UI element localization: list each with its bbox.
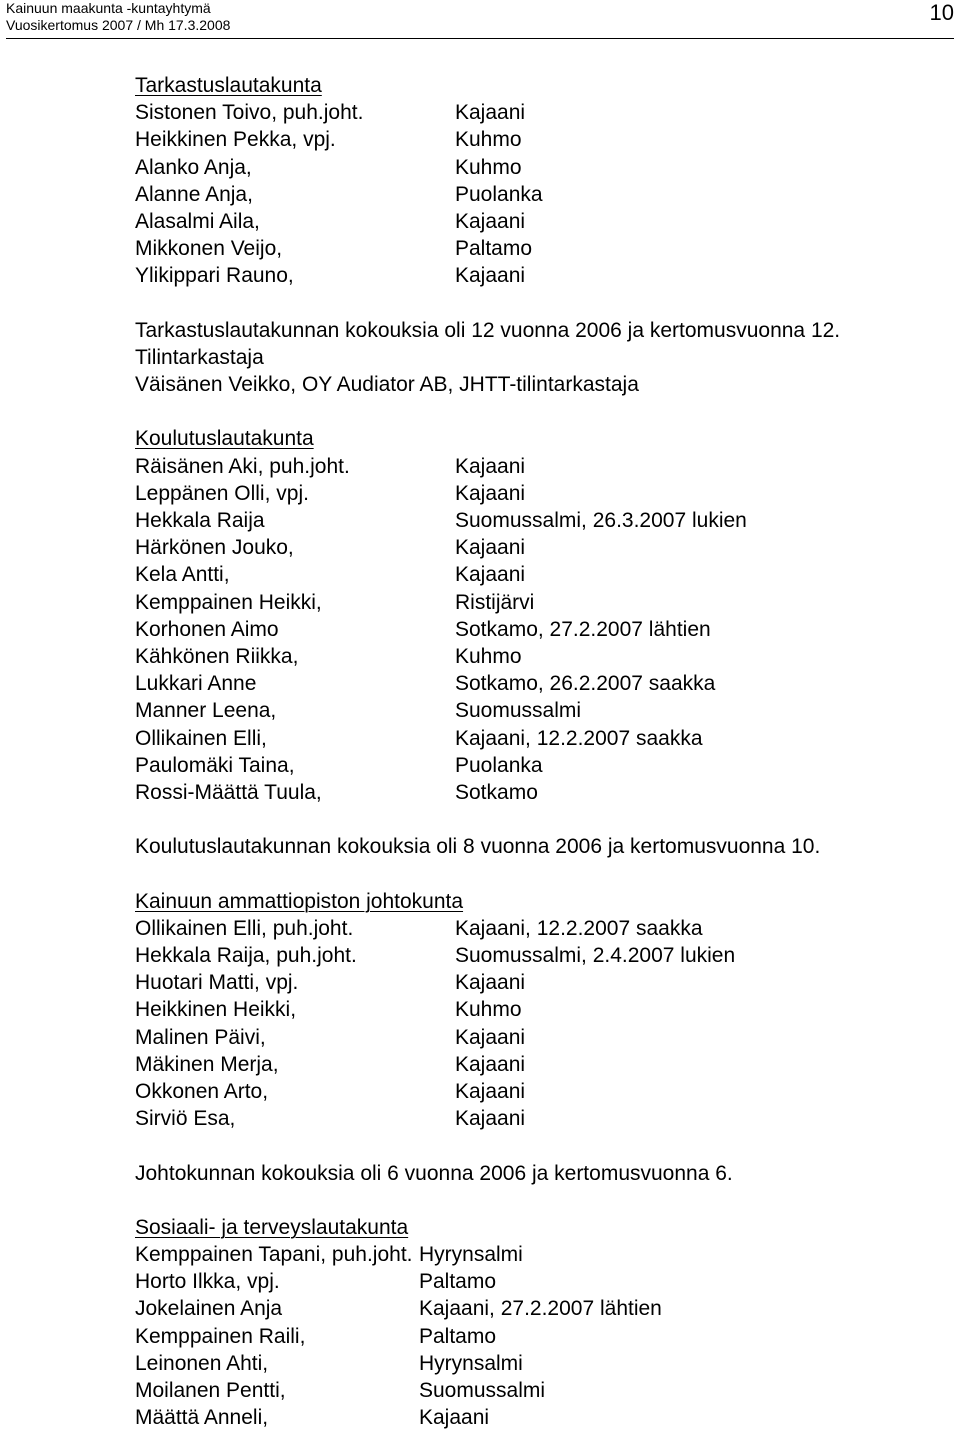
member-row [135, 589, 935, 616]
member-name: Sistonen Toivo, puh.joht. [135, 101, 364, 125]
member-row [135, 996, 935, 1023]
page-number: 10 [929, 0, 954, 25]
member-municipality: Kajaani [455, 1052, 526, 1076]
member-municipality: Kajaani [455, 481, 526, 505]
spacer [135, 1187, 935, 1214]
member-name: Moilanen Pentti, [135, 1379, 286, 1402]
member-municipality: Paltamo [419, 1270, 497, 1294]
member-row [135, 1377, 935, 1404]
member-municipality: Paltamo [455, 237, 533, 261]
member-row [135, 752, 935, 779]
member-name: Hekkala Raija [135, 509, 265, 532]
member-row [135, 507, 935, 534]
member-municipality: Kajaani [455, 1107, 526, 1131]
member-municipality: Suomussalmi, 26.3.2007 lukien [455, 509, 747, 532]
member-municipality: Sotkamo [455, 780, 538, 804]
member-municipality: Suomussalmi, 2.4.2007 lukien [455, 944, 736, 967]
member-name: Mäkinen Merja, [135, 1052, 279, 1076]
member-municipality: Suomussalmi [455, 699, 582, 723]
member-municipality: Kajaani [455, 536, 526, 560]
member-name: Huotari Matti, vpj. [135, 971, 299, 995]
member-name: Alanne Anja, [135, 182, 253, 206]
member-row [135, 1105, 935, 1132]
member-municipality: Kuhmo [455, 998, 522, 1022]
section-heading [135, 888, 935, 915]
member-municipality: Puolanka [455, 753, 543, 777]
member-row [135, 534, 935, 561]
page-header [6, 0, 954, 39]
member-name: Lukkari Anne [135, 672, 257, 696]
member-name: Alasalmi Aila, [135, 209, 260, 233]
member-row [135, 1051, 935, 1078]
member-municipality: Kuhmo [455, 128, 522, 152]
member-municipality: Kajaani [455, 264, 526, 288]
member-municipality: Ristijärvi [455, 590, 535, 614]
spacer [135, 860, 935, 887]
member-row [135, 126, 935, 153]
member-name: Malinen Päivi, [135, 1025, 266, 1049]
heading-text: Koulutuslautakunta [135, 427, 314, 451]
member-name: Jokelainen Anja [135, 1297, 283, 1321]
member-name: Okkonen Arto, [135, 1079, 269, 1103]
member-municipality: Puolanka [455, 182, 543, 206]
spacer [135, 1132, 935, 1159]
member-row [135, 616, 935, 643]
member-name: Horto Ilkka, vpj. [135, 1270, 280, 1294]
member-municipality: Kuhmo [455, 155, 522, 179]
member-name: Leppänen Olli, vpj. [135, 481, 309, 505]
auditor-name: Väisänen Veikko, OY Audiator AB, JHTT-tilintarkastaja [135, 373, 639, 397]
member-municipality: Kajaani [455, 1025, 526, 1049]
member-municipality: Kajaani, 12.2.2007 saakka [455, 726, 703, 750]
member-name: Paulomäki Taina, [135, 753, 295, 777]
member-name: Kemppainen Raili, [135, 1324, 306, 1348]
member-list [135, 1241, 935, 1431]
member-row [135, 208, 935, 235]
auditor-heading: Tilintarkastaja [135, 345, 264, 369]
meetings-statement: Tarkastuslautakunnan kokouksia oli 12 vuonna 2006 ja kertomusvuonna 12. [135, 318, 841, 342]
member-name: Mikkonen Veijo, [135, 237, 283, 261]
member-municipality: Kajaani [455, 1079, 526, 1103]
member-row [135, 725, 935, 752]
heading-text: Tarkastuslautakunta [135, 74, 322, 97]
member-list [135, 453, 935, 806]
member-name: Määttä Anneli, [135, 1406, 269, 1430]
member-row [135, 1078, 935, 1105]
member-name: Sirviö Esa, [135, 1107, 236, 1131]
member-row [135, 1295, 935, 1322]
member-list [135, 915, 935, 1133]
member-name: Räisänen Aki, puh.joht. [135, 454, 350, 478]
member-municipality: Kajaani [455, 971, 526, 995]
heading-text: Sosiaali- ja terveyslautakunta [135, 1215, 409, 1239]
member-municipality: Kajaani, 12.2.2007 saakka [455, 916, 703, 940]
member-municipality: Sotkamo, 27.2.2007 lähtien [455, 617, 711, 641]
member-municipality: Hyrynsalmi [419, 1243, 523, 1267]
member-row [135, 1268, 935, 1295]
member-row [135, 480, 935, 507]
section-heading [135, 72, 935, 99]
member-row [135, 1323, 935, 1350]
member-municipality: Kajaani [455, 101, 526, 125]
member-row [135, 181, 935, 208]
member-row [135, 697, 935, 724]
member-name: Kemppainen Tapani, puh.joht. [135, 1243, 413, 1267]
member-name: Leinonen Ahti, [135, 1351, 269, 1375]
member-row [135, 235, 935, 262]
member-name: Rossi-Määttä Tuula, [135, 780, 322, 804]
member-name: Hekkala Raija, puh.joht. [135, 944, 357, 967]
member-municipality: Kajaani [419, 1406, 490, 1430]
member-row [135, 453, 935, 480]
member-row [135, 969, 935, 996]
member-row [135, 942, 935, 969]
member-municipality: Kajaani [455, 454, 526, 478]
member-municipality: Hyrynsalmi [419, 1351, 523, 1375]
member-municipality: Kajaani, 27.2.2007 lähtien [419, 1297, 662, 1321]
section-ammattiopisto-johtokunta [135, 888, 935, 1187]
member-row [135, 670, 935, 697]
member-name: Korhonen Aimo [135, 617, 279, 641]
member-name: Heikkinen Pekka, vpj. [135, 128, 336, 152]
member-row [135, 561, 935, 588]
member-row [135, 1024, 935, 1051]
member-municipality: Paltamo [419, 1324, 497, 1348]
meetings-statement: Koulutuslautakunnan kokouksia oli 8 vuonna 2006 ja kertomusvuonna 10. [135, 835, 821, 859]
member-name: Kemppainen Heikki, [135, 590, 322, 614]
section-heading [135, 1214, 935, 1241]
member-municipality: Kajaani [455, 563, 526, 587]
section-heading [135, 425, 935, 452]
member-row [135, 915, 935, 942]
member-name: Alanko Anja, [135, 155, 252, 179]
member-row [135, 779, 935, 806]
member-name: Heikkinen Heikki, [135, 998, 297, 1022]
heading-text: Kainuun ammattiopiston johtokunta [135, 889, 464, 913]
member-row [135, 154, 935, 181]
member-name: Ollikainen Elli, puh.joht. [135, 916, 354, 940]
meetings-statement: Johtokunnan kokouksia oli 6 vuonna 2006 ja kertomusvuonna 6. [135, 1161, 733, 1185]
member-name: Kähkönen Riikka, [135, 644, 299, 668]
member-name: Ollikainen Elli, [135, 726, 267, 750]
member-name: Kela Antti, [135, 563, 230, 587]
member-municipality: Sotkamo, 26.2.2007 saakka [455, 672, 716, 696]
member-name: Ylikippari Rauno, [135, 264, 294, 288]
member-row [135, 99, 935, 126]
member-row [135, 262, 935, 289]
member-municipality: Kajaani [455, 209, 526, 233]
organization-name: Kainuun maakunta -kuntayhtymä [6, 0, 211, 16]
spacer [135, 806, 935, 833]
member-name: Manner Leena, [135, 699, 277, 723]
section-tarkastuslautakunta [135, 72, 935, 398]
document-body [135, 72, 935, 1431]
member-row [135, 1350, 935, 1377]
spacer [135, 398, 935, 425]
member-list [135, 99, 935, 289]
section-koulutuslautakunta [135, 425, 935, 860]
member-municipality: Suomussalmi [419, 1379, 546, 1402]
member-row [135, 1404, 935, 1431]
member-municipality: Kuhmo [455, 644, 522, 668]
member-row [135, 1241, 935, 1268]
spacer [135, 290, 935, 317]
section-sosiaali-terveyslautakunta [135, 1214, 935, 1432]
report-title: Vuosikertomus 2007 / Mh 17.3.2008 [6, 17, 231, 33]
member-name: Härkönen Jouko, [135, 536, 294, 560]
member-row [135, 643, 935, 670]
